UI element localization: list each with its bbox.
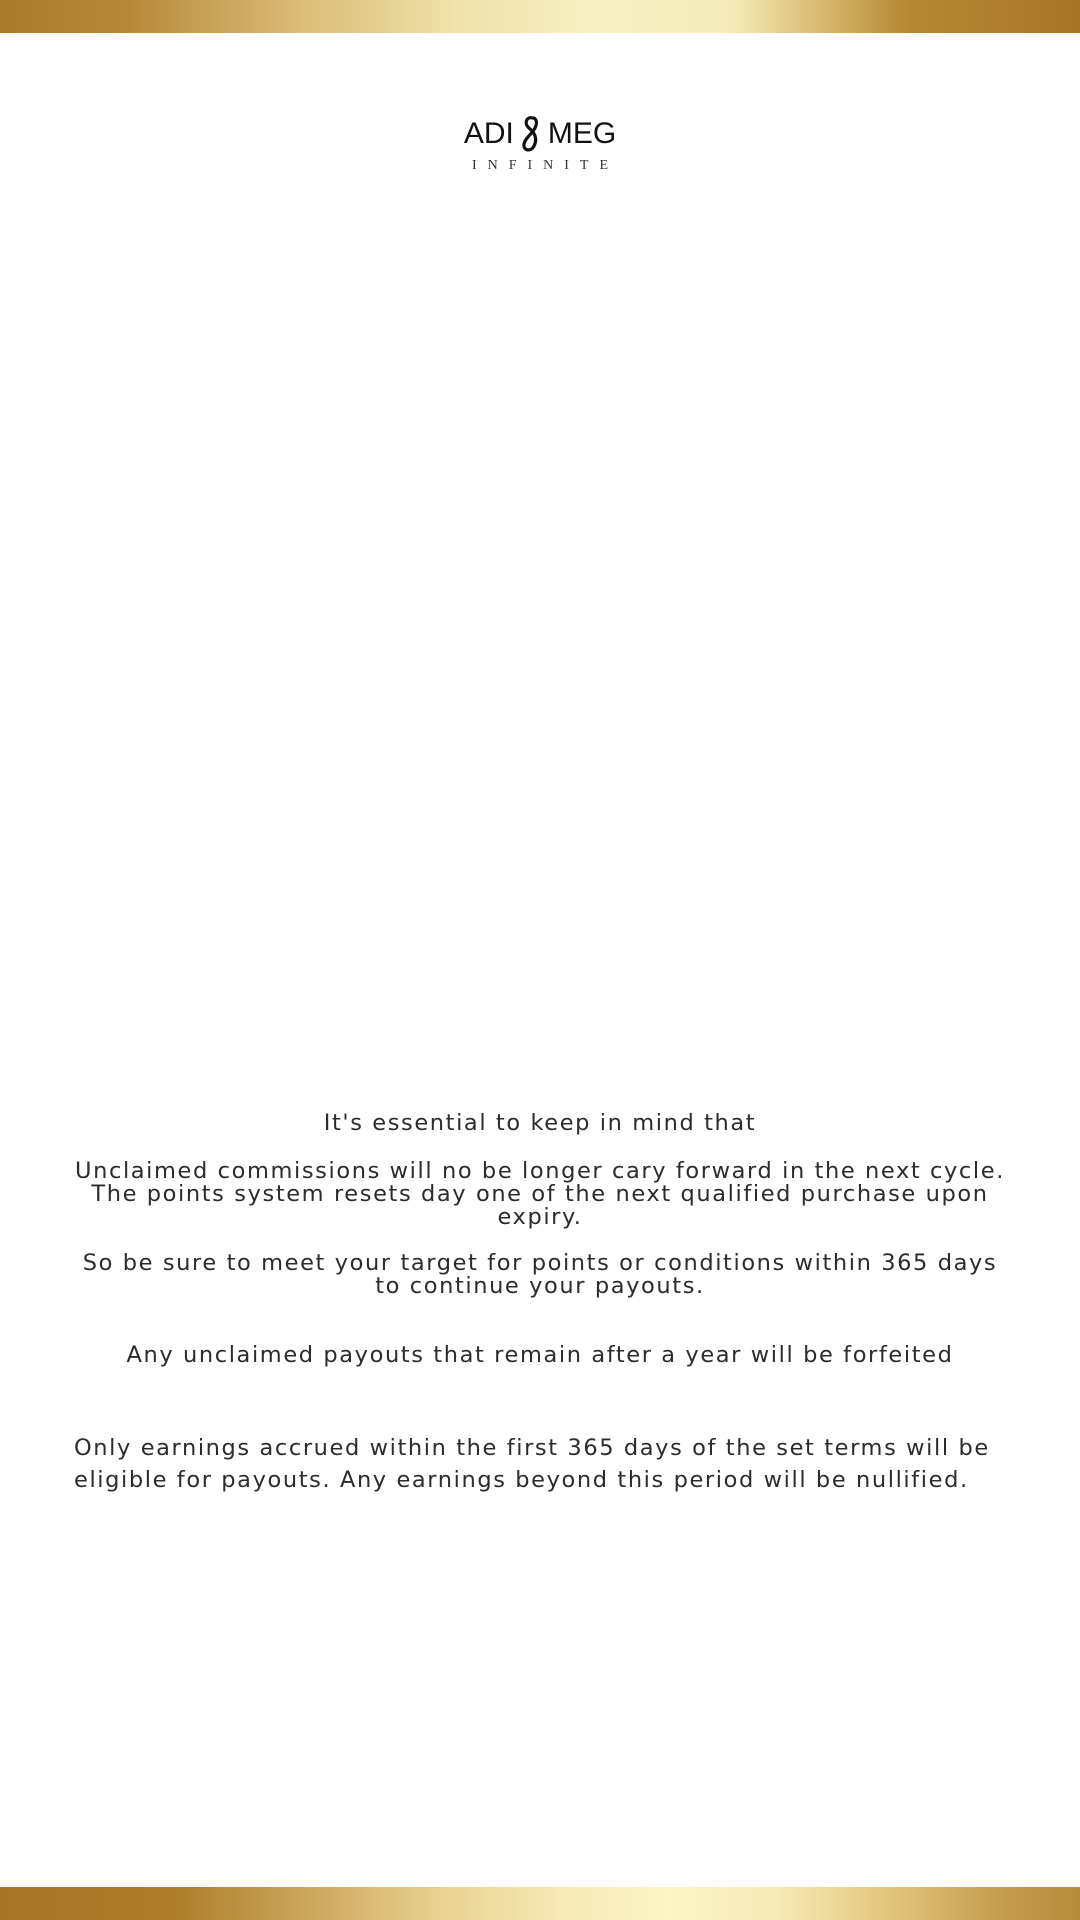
target-line: So be sure to meet your target for points or conditions within 365 days (82, 1250, 998, 1276)
unclaimed-line: The points system resets day one of the next qualified purchase upon (91, 1181, 989, 1207)
earnings-paragraph (74, 1432, 1014, 1496)
brand-logo (0, 112, 1080, 174)
unclaimed-line: expiry. (497, 1204, 583, 1230)
earnings-line: eligible for payouts. Any earnings beyond this period will be nullified. (74, 1467, 969, 1493)
notice-intro (0, 1112, 1080, 1135)
logo-tagline: INFINITE (471, 158, 620, 173)
unclaimed-line: Unclaimed commissions will no be longer cary forward in the next cycle. (75, 1158, 1005, 1184)
earnings-line: Only earnings accrued within the first 365 days of the set terms will be (74, 1435, 990, 1461)
logo-name-right: MEG (547, 117, 617, 150)
logo-wordmark (0, 112, 1080, 156)
forfeit-text: Any unclaimed payouts that remain after a year will be forfeited (126, 1342, 954, 1368)
top-gold-border (0, 0, 1080, 33)
logo-name-left: ADI (463, 117, 514, 150)
infinity-loop-icon (518, 114, 544, 154)
target-line: to continue your payouts. (375, 1273, 705, 1299)
unclaimed-paragraph (0, 1160, 1080, 1229)
bottom-gold-border (0, 1887, 1080, 1920)
notice-intro-text: It's essential to keep in mind that (323, 1110, 757, 1136)
target-paragraph (0, 1252, 1080, 1298)
forfeit-paragraph (0, 1344, 1080, 1367)
